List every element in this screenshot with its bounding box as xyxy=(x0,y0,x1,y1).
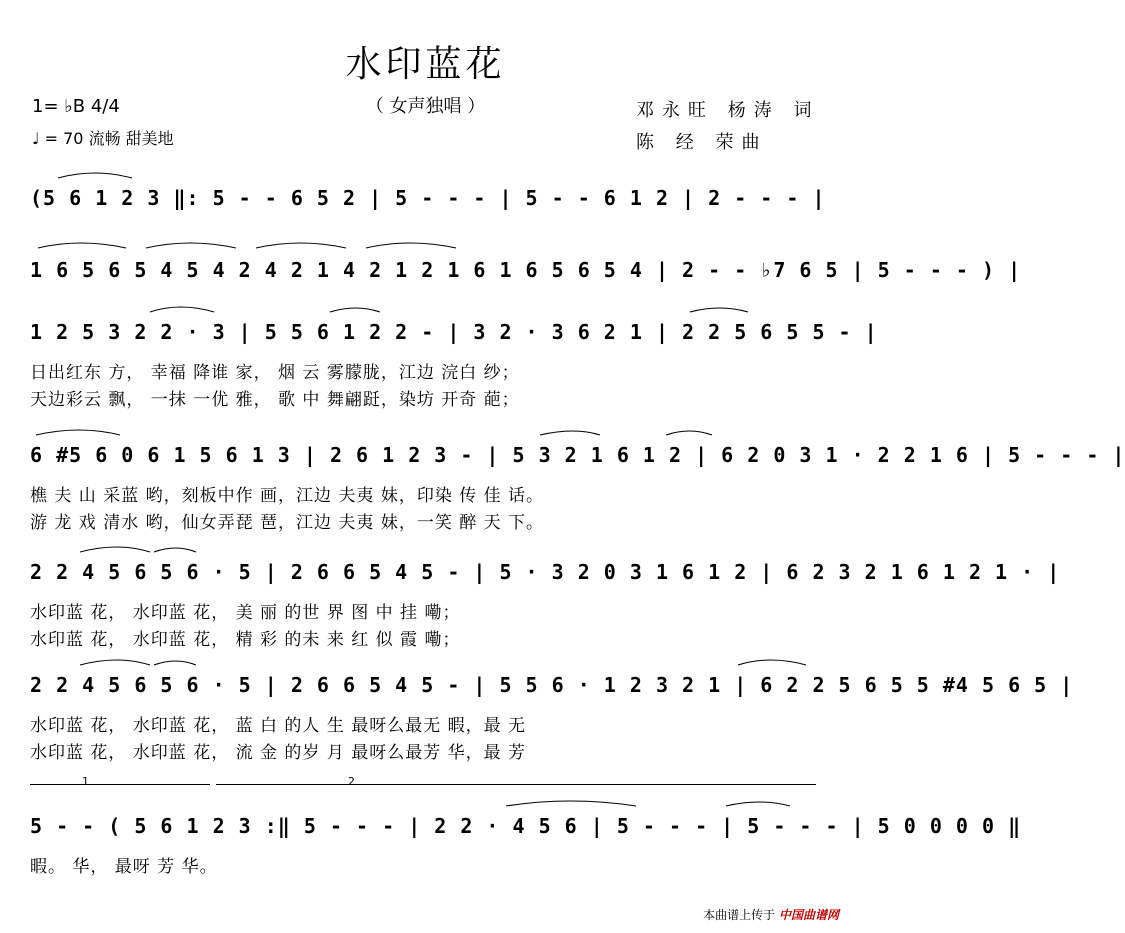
volta-2-label: 2 xyxy=(348,775,355,788)
lyric-line-6-verse-2: 水印蓝 花， 水印蓝 花， 流 金 的岁 月 最呀么最芳 华，最 芳 xyxy=(30,743,527,763)
score-line-2: 1 6 5 6 5 4 5 4 2 4 2 1 4 2 1 2 1 6 1 6 5 6 5 4 | 2 - - ♭7 6 5 | 5 - - - ) | xyxy=(30,258,1022,282)
key-signature: 1= ♭B 4/4 xyxy=(32,96,120,117)
lyric-line-4-verse-1: 樵 夫 山 采蓝 哟，刻板中作 画，江边 夫夷 妹，印染 传 佳 话。 xyxy=(30,486,545,506)
song-title: 水印蓝花 xyxy=(345,44,506,85)
lyricist-credit: 邓永旺 杨涛 词 xyxy=(636,100,820,121)
lyric-line-5-verse-2: 水印蓝 花， 水印蓝 花， 精 彩 的未 来 红 似 霞 嘞； xyxy=(30,630,461,650)
score-line-7: 5 - - ( 5 6 1 2 3 :‖ 5 - - - | 2 2 · 4 5 6 | 5 - - - | 5 - - - | 5 0 0 0 0 ‖ xyxy=(30,814,1022,838)
volta-bracket-1 xyxy=(30,784,210,785)
score-line-4: 6 #5 6 0 6 1 5 6 1 3 | 2 6 1 2 3 - | 5 3 2 1 6 1 2 | 6 2 0 3 1 · 2 2 1 6 | 5 - - - | xyxy=(30,443,1125,467)
upload-text: 本曲谱上传于 xyxy=(703,908,776,922)
song-subtitle: （ 女声独唱 ） xyxy=(365,96,486,117)
lyric-line-4-verse-2: 游 龙 戏 清水 哟，仙女弄琵 琶，江边 夫夷 妹，一笑 醉 天 下。 xyxy=(30,513,545,533)
lyric-line-6-verse-1: 水印蓝 花， 水印蓝 花， 蓝 白 的人 生 最呀么最无 暇，最 无 xyxy=(30,716,527,736)
lyric-line-5-verse-1: 水印蓝 花， 水印蓝 花， 美 丽 的世 界 图 中 挂 嘞； xyxy=(30,603,461,623)
score-line-5: 2 2 4 5 6 5 6 · 5 | 2 6 6 5 4 5 - | 5 · 3 2 0 3 1 6 1 2 | 6 2 3 2 1 6 1 2 1 · | xyxy=(30,560,1061,584)
composer-credit: 陈 经 荣曲 xyxy=(636,132,768,153)
volta-1-label: 1 xyxy=(82,775,89,788)
score-line-6: 2 2 4 5 6 5 6 · 5 | 2 6 6 5 4 5 - | 5 5 6 · 1 2 3 2 1 | 6 2 2 5 6 5 5 #4 5 6 5 | xyxy=(30,673,1074,697)
score-line-3: 1 2 5 3 2 2 · 3 | 5 5 6 1 2 2 - | 3 2 · 3 6 2 1 | 2 2 5 6 5 5 - | xyxy=(30,320,878,344)
lyric-line-7: 暇。 华， 最呀 芳 华。 xyxy=(30,857,218,877)
tempo-marking: ♩ = 70 流畅 甜美地 xyxy=(32,129,174,148)
score-line-1: (5 6 1 2 3 ‖: 5 - - 6 5 2 | 5 - - - | 5 - - 6 1 2 | 2 - - - | xyxy=(30,186,826,210)
volta-bracket-2 xyxy=(216,784,816,785)
footer-credit xyxy=(703,906,839,923)
lyric-line-3-verse-2: 天边彩云 飘， 一抹 一优 雅， 歌 中 舞翩跹，染坊 开奇 葩； xyxy=(30,390,520,410)
lyric-line-3-verse-1: 日出红东 方， 幸福 降谁 家， 烟 云 雾朦胧，江边 浣白 纱； xyxy=(30,363,520,383)
site-logo[interactable]: 中国曲谱网 xyxy=(778,908,839,922)
